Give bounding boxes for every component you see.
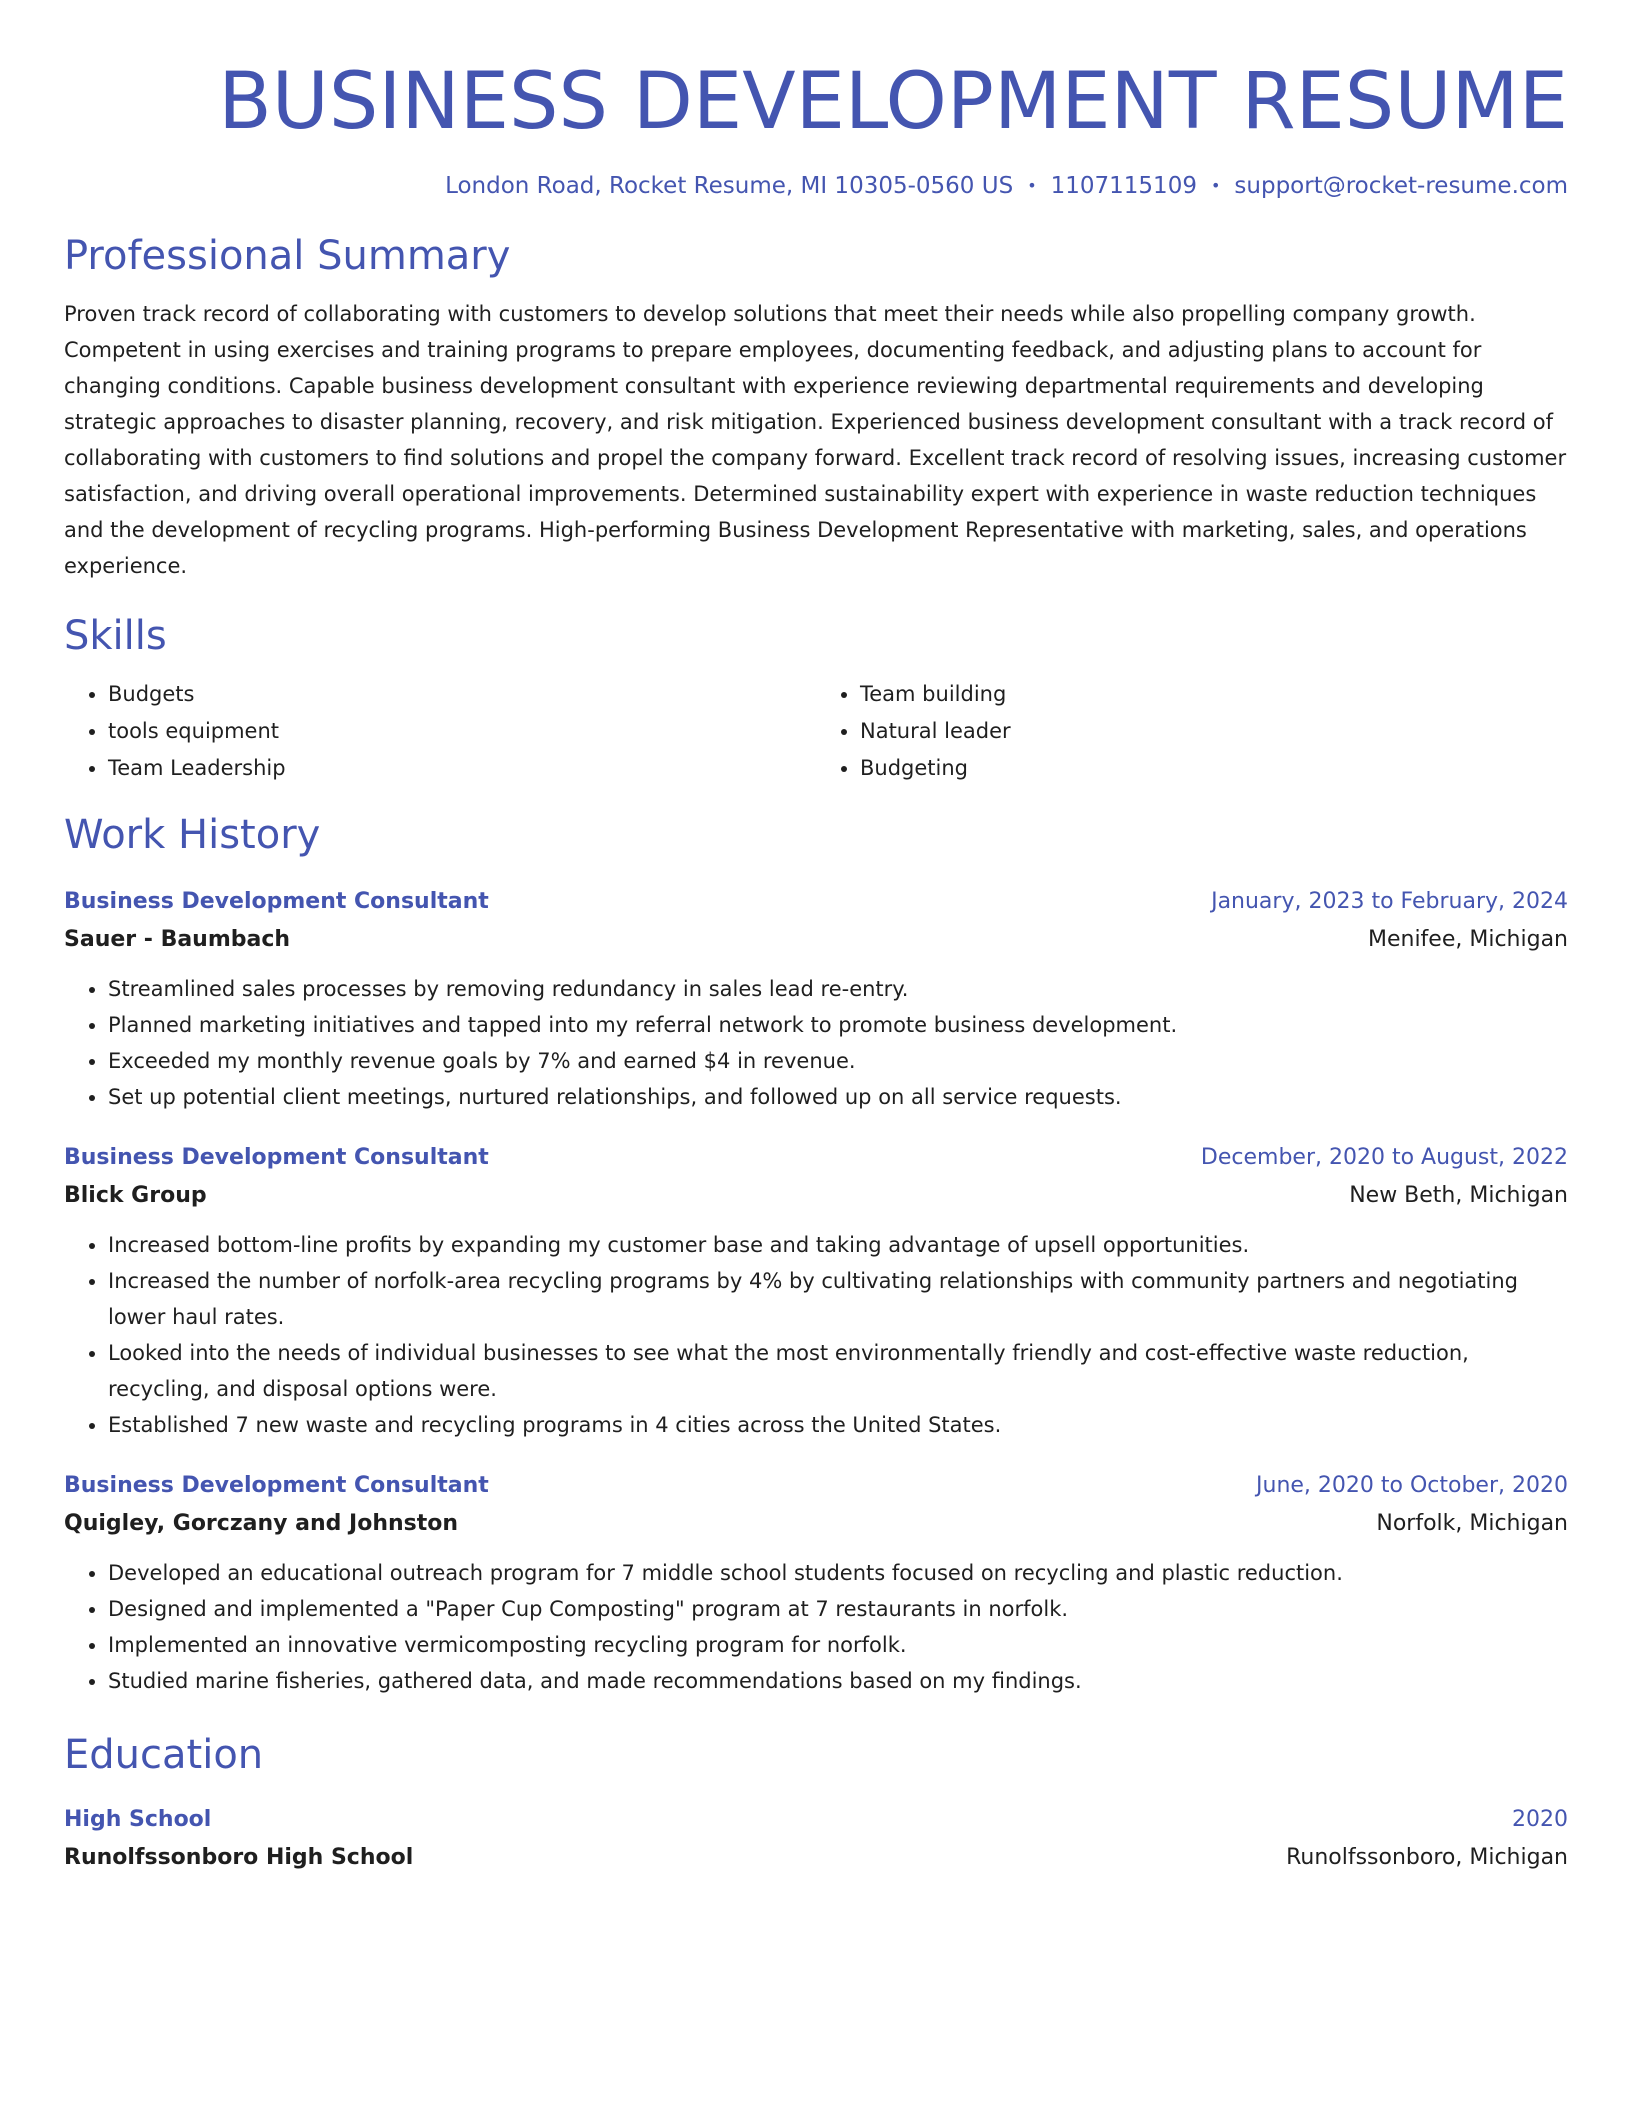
skills-section xyxy=(64,610,1568,787)
education-section xyxy=(64,1729,1568,1877)
job-bullet: • Designed and implemented a "Paper Cup Composting" program at 7 restaurants in norfolk. xyxy=(108,1591,1568,1627)
contact-separator: • xyxy=(1027,176,1037,195)
education-heading: Education xyxy=(64,1732,264,1778)
education-year: 2020 xyxy=(1512,1807,1568,1832)
job-location: Menifee, Michigan xyxy=(1367,927,1568,952)
job-bullet: • Looked into the needs of individual businesses to see what the most environmentally friendly and cost-effective waste reduction, recycling, and disposal options were. xyxy=(108,1335,1568,1407)
skill-item: • Natural leader xyxy=(860,713,1568,750)
job-bullets xyxy=(64,1555,1568,1699)
job-bullet: • Streamlined sales processes by removing redundancy in sales lead re-entry. xyxy=(108,971,1568,1007)
work-history-section xyxy=(64,809,1568,1699)
job-bullet: • Implemented an innovative vermicomposting recycling program for norfolk. xyxy=(108,1627,1568,1663)
job-title: Business Development Consultant xyxy=(64,889,489,914)
job-bullet: • Set up potential client meetings, nurtured relationships, and followed up on all service requests. xyxy=(108,1079,1568,1115)
skills-list xyxy=(64,676,1568,787)
job-bullet: • Established 7 new waste and recycling programs in 4 cities across the United States. xyxy=(108,1407,1568,1443)
education-degree: High School xyxy=(64,1807,212,1832)
summary-heading: Professional Summary xyxy=(64,233,511,279)
skills-column-right xyxy=(816,676,1568,787)
job-entry xyxy=(64,883,1568,1115)
contact-phone: 1107115109 xyxy=(1050,173,1197,199)
job-location: New Beth, Michigan xyxy=(1349,1183,1568,1208)
skill-item: • Team Leadership xyxy=(108,750,816,787)
contact-address: London Road, Rocket Resume, MI 10305-0560 US xyxy=(445,173,1014,199)
job-bullet: • Increased bottom-line profits by expanding my customer base and taking advantage of upsell opportunities. xyxy=(108,1227,1568,1263)
skill-item: • tools equipment xyxy=(108,713,816,750)
job-bullet: • Increased the number of norfolk-area recycling programs by 4% by cultivating relationships with community partners and negotiating lower haul rates. xyxy=(108,1263,1568,1335)
summary-section xyxy=(64,230,1568,584)
job-bullet: • Studied marine fisheries, gathered data, and made recommendations based on my findings. xyxy=(108,1663,1568,1699)
job-company: Blick Group xyxy=(64,1183,207,1208)
job-bullets xyxy=(64,971,1568,1115)
skill-item: • Budgets xyxy=(108,676,816,713)
job-bullet: • Exceeded my monthly revenue goals by 7% and earned $4 in revenue. xyxy=(108,1043,1568,1079)
education-entry xyxy=(64,1801,1568,1877)
summary-text: Proven track record of collaborating with customers to develop solutions that meet their needs while also propelling company growth. Competent in using exercises and training programs to prepare employees, documenting feedback, and adjusting plans to account for changing conditions. Capable business development consultant with experience reviewing departmental requirements and developing strategic approaches to disaster planning, recovery, and risk mitigation. Experienced business development consultant with a track record of collaborating with customers to find solutions and propel the company forward. Excellent track record of resolving issues, increasing customer satisfaction, and driving overall operational improvements. Determined sustainability expert with experience in waste reduction techniques and the development of recycling programs. High-performing Business Development Representative with marketing, sales, and operations experience. xyxy=(64,302,1567,578)
contact-separator: • xyxy=(1210,176,1221,195)
job-company: Quigley, Gorczany and Johnston xyxy=(64,1511,459,1536)
education-school: Runolfssonboro High School xyxy=(64,1845,414,1870)
education-location: Runolfssonboro, Michigan xyxy=(1286,1845,1568,1870)
skills-heading: Skills xyxy=(64,613,167,659)
job-location: Norfolk, Michigan xyxy=(1376,1511,1568,1536)
job-entry xyxy=(64,1139,1568,1443)
job-title: Business Development Consultant xyxy=(64,1145,489,1170)
resume-title: BUSINESS DEVELOPMENT RESUME xyxy=(218,57,1568,147)
job-title: Business Development Consultant xyxy=(64,1473,489,1498)
skills-column-left xyxy=(64,676,816,787)
work-history-heading: Work History xyxy=(64,812,321,858)
job-entry xyxy=(64,1467,1568,1699)
job-dates: January, 2023 to February, 2024 xyxy=(1211,889,1568,914)
resume-header xyxy=(64,0,1568,202)
job-dates: June, 2020 to October, 2020 xyxy=(1256,1473,1568,1498)
contact-line xyxy=(64,170,1568,202)
skill-item: • Budgeting xyxy=(860,750,1568,787)
contact-email: support@rocket-resume.com xyxy=(1234,173,1568,199)
skill-item: • Team building xyxy=(860,676,1568,713)
job-dates: December, 2020 to August, 2022 xyxy=(1200,1145,1568,1170)
job-bullets xyxy=(64,1227,1568,1443)
job-bullet: • Developed an educational outreach program for 7 middle school students focused on recycling and plastic reduction. xyxy=(108,1555,1568,1591)
job-company: Sauer - Baumbach xyxy=(64,927,291,952)
job-bullet: • Planned marketing initiatives and tapped into my referral network to promote business development. xyxy=(108,1007,1568,1043)
